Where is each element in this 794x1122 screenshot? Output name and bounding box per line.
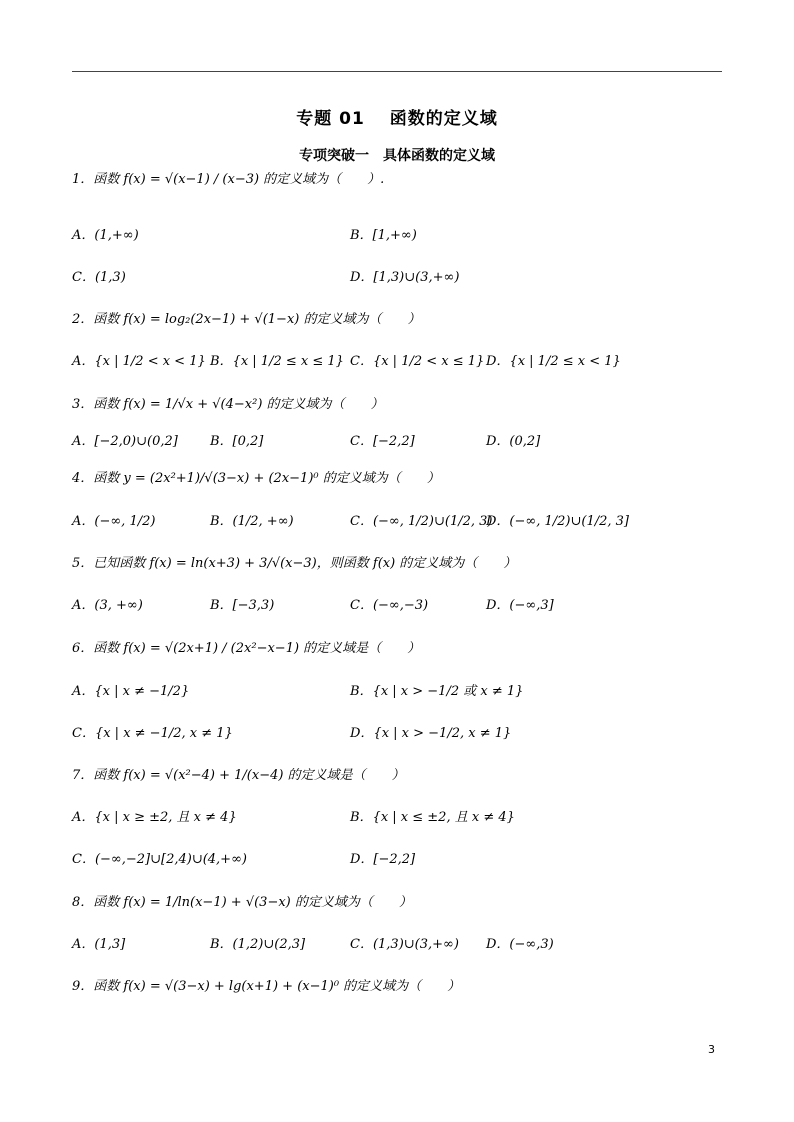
question-1-option-b: B．[1,+∞) <box>350 227 417 243</box>
question-7-option-c: C．(−∞,−2]∪[2,4)∪(4,+∞) <box>72 851 247 867</box>
page-title: 专题 01 函数的定义域 <box>296 109 498 129</box>
question-6-option-b: B．{x | x > −1/2 或 x ≠ 1} <box>350 683 524 699</box>
question-5-option-d: D．(−∞,3] <box>486 597 554 613</box>
question-8-option-d: D．(−∞,3) <box>486 936 554 952</box>
question-6-option-a: A．{x | x ≠ −1/2} <box>72 683 190 699</box>
section-subtitle: 专项突破一 具体函数的定义域 <box>299 148 495 164</box>
question-7-option-a: A．{x | x ≥ ±2, 且 x ≠ 4} <box>72 809 237 825</box>
question-2-stem: 2．函数 f(x) = log₂(2x−1) + √(1−x) 的定义域为（ ） <box>72 311 421 327</box>
question-6-option-c: C．{x | x ≠ −1/2, x ≠ 1} <box>72 725 233 741</box>
header-rule <box>72 71 722 72</box>
question-8-stem: 8．函数 f(x) = 1/ln(x−1) + √(3−x) 的定义域为（ ） <box>72 894 412 910</box>
question-3-stem: 3．函数 f(x) = 1/√x + √(4−x²) 的定义域为（ ） <box>72 396 384 412</box>
question-4-option-d: D．(−∞, 1/2)∪(1/2, 3] <box>486 513 629 529</box>
question-2-option-a: A．{x | 1/2 < x < 1} <box>72 353 206 369</box>
question-3-option-b: B．[0,2] <box>210 433 264 449</box>
question-9-stem: 9．函数 f(x) = √(3−x) + lg(x+1) + (x−1)⁰ 的定义域为（ ） <box>72 978 461 994</box>
question-2-option-d: D．{x | 1/2 ≤ x < 1} <box>486 353 621 369</box>
question-1-option-c: C．(1,3) <box>72 269 126 285</box>
question-7-option-b: B．{x | x ≤ ±2, 且 x ≠ 4} <box>350 809 515 825</box>
question-1-option-d: D．[1,3)∪(3,+∞) <box>350 269 460 285</box>
question-8-option-a: A．(1,3] <box>72 936 126 952</box>
question-5-stem: 5．已知函数 f(x) = ln(x+3) + 3/√(x−3)，则函数 f(x) 的定义域为（ ） <box>72 555 517 571</box>
question-5-option-c: C．(−∞,−3) <box>350 597 429 613</box>
question-6-stem: 6．函数 f(x) = √(2x+1) / (2x²−x−1) 的定义域是（ ） <box>72 640 421 656</box>
question-3-option-c: C．[−2,2] <box>350 433 415 449</box>
question-1-option-a: A．(1,+∞) <box>72 227 139 243</box>
question-6-option-d: D．{x | x > −1/2, x ≠ 1} <box>350 725 512 741</box>
question-7-option-d: D．[−2,2] <box>350 851 416 867</box>
question-8-option-b: B．(1,2)∪(2,3] <box>210 936 306 952</box>
question-4-option-b: B．(1/2, +∞) <box>210 513 294 529</box>
question-3-option-d: D．(0,2] <box>486 433 541 449</box>
question-5-option-b: B．[−3,3) <box>210 597 275 613</box>
question-4-stem: 4．函数 y = (2x²+1)/√(3−x) + (2x−1)⁰ 的定义域为（ ） <box>72 470 440 486</box>
question-4-option-c: C．(−∞, 1/2)∪(1/2, 3) <box>350 513 493 529</box>
question-2-option-c: C．{x | 1/2 < x ≤ 1} <box>350 353 485 369</box>
question-2-option-b: B．{x | 1/2 ≤ x ≤ 1} <box>210 353 344 369</box>
question-8-option-c: C．(1,3)∪(3,+∞) <box>350 936 459 952</box>
question-5-option-a: A．(3, +∞) <box>72 597 143 613</box>
page-number: 3 <box>708 1043 715 1056</box>
question-7-stem: 7．函数 f(x) = √(x²−4) + 1/(x−4) 的定义域是（ ） <box>72 767 405 783</box>
question-3-option-a: A．[−2,0)∪(0,2] <box>72 433 178 449</box>
question-1-stem: 1．函数 f(x) = √(x−1) / (x−3) 的定义域为（ ）. <box>72 171 385 187</box>
question-4-option-a: A．(−∞, 1/2) <box>72 513 156 529</box>
